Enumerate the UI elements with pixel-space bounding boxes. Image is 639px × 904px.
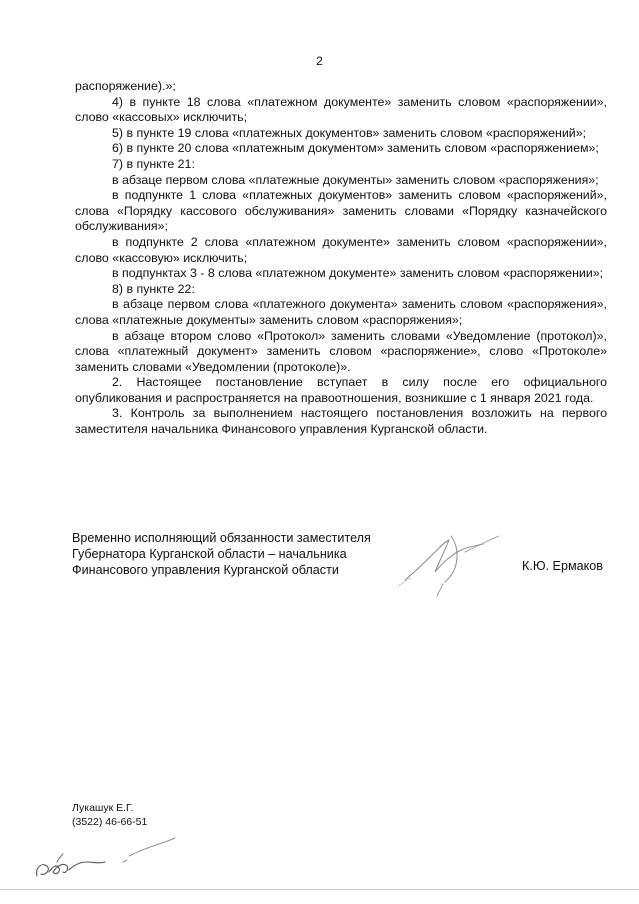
handwritten-initials — [25, 832, 185, 892]
paragraph-item-7-subitems-3-8: в подпунктах 3 - 8 слова «платежном документе» заменить словом «распоряжении»; — [112, 266, 604, 281]
paragraph-continuation: распоряжение).»; — [75, 79, 176, 93]
paragraph-clause-3: 3. Контроль за выполнением настоящего постановления возложить на первого заместителя начальника Финансового управления Курганской области. — [75, 406, 607, 437]
executor-name: Лукашук Е.Г. — [72, 802, 134, 814]
paragraph-item-8-abzac-2: в абзаце втором слово «Протокол» заменить словами «Уведомление (протокол)», слова «платежный документ» заменить словом «распоряжение», слово «Протоколе» заменить словами «Уведомлении (протоколе)». — [75, 328, 607, 374]
paragraph-item-7-subitem-1: в подпункте 1 слова «платежных документов» заменить словом «распоряжений», слова «Порядку кассового обслуживания» заменить словами «Порядку казначейского обслуживания»; — [75, 188, 607, 234]
paragraph-item-6: 6) в пункте 20 слова «платежным документом» заменить словом «распоряжением»; — [112, 141, 599, 156]
paragraph-item-8: 8) в пункте 22: — [112, 281, 195, 296]
executor-phone: (3522) 46-66-51 — [72, 815, 148, 828]
handwritten-signature — [395, 522, 515, 602]
signatory-position — [72, 530, 371, 578]
paragraph-item-5: 5) в пункте 19 слова «платежных документов» заменить словом «распоряжений»; — [112, 125, 587, 140]
page-number: 2 — [316, 54, 323, 68]
paragraph-item-7-abzac-1: в абзаце первом слова «платежные документы» заменить словом «распоряжения»; — [112, 172, 599, 187]
paragraph-clause-2: 2. Настоящее постановление вступает в силу после его официального опубликования и распространяется на правоотношения, возникшие с 1 января 2021 года. — [75, 375, 607, 405]
signatory-position-line: Финансового управления Курганской области — [72, 563, 339, 577]
signatory-position-line: Временно исполняющий обязанности заместителя — [72, 531, 371, 545]
signatory-position-line: Губернатора Курганской области – начальника — [72, 547, 347, 561]
document-body — [75, 79, 607, 438]
paragraph-item-8-abzac-1: в абзаце первом слова «платежного документа» заменить словом «распоряжения», слова «платежные документы» заменить словом «распоряжения»; — [75, 297, 607, 327]
signatory-name: К.Ю. Ермаков — [522, 559, 603, 573]
paragraph-item-7-subitem-2: в подпункте 2 слова «платежном документе» заменить словом «распоряжении», слово «кассовую» исключить; — [75, 234, 607, 265]
executor-info — [72, 802, 147, 829]
paragraph-item-4: 4) в пункте 18 слова «платежном документе» заменить словом «распоряжении», слово «кассовых» исключить; — [75, 94, 607, 125]
page-bottom-divider — [0, 889, 639, 890]
paragraph-item-7: 7) в пункте 21: — [112, 156, 195, 171]
